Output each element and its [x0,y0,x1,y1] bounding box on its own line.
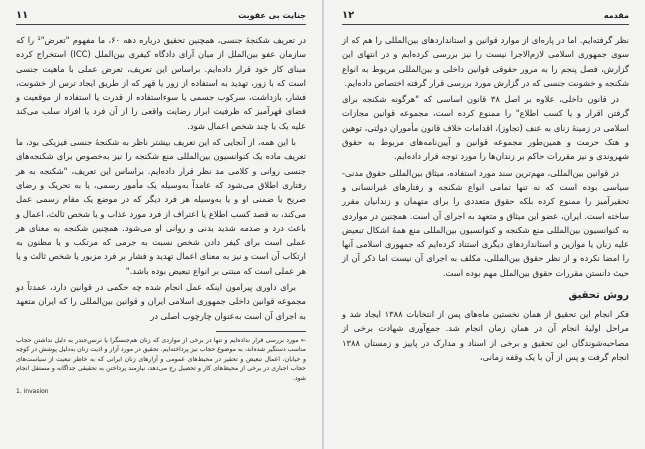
paragraph: در تعریف شکنجهٔ جنسی، همچنین تحقیق درباره دهه ۶۰، ما مفهوم "تعرض"¹ را که سازمان عفو بین‌الملل از میان آرای دادگاه کیفری بین‌الملل (ICC) استخراج کرده مبنای کار خود قرار داده‌ایم. براساس این تعریف، تعرض عملی با ماهیت جنسی است که با زور، تهدید به استفاده از زور یا قهر که از طریق ایجاد ترس از خشونت، فشار، بازداشت، سرکوب جسمی یا سوءاستفاده از قدرت یا استفاده از موقعیت و فضای قهرآمیز که ظرفیت ابراز رضایت واقعی را از آن فرد یا افراد سلب می‌کند علیه یک یا چند شخص اعمال شود. [16,35,306,131]
left-page [0,0,322,449]
footnote: ← مورد بررسی قرار نداده‌ایم و تنها در برخی از مواردی که زنان هم‌جنسگرا یا ترنس‌جندر به دلیل نداشتن حجاب مناسب دستگیر شده‌اند، به موضوع حجاب نیز پرداخته‌ایم. تحقیق در مورد آزار و اذیت زنان به‌دلیل پوشش در کوچه و خیابان، اعمال تبعیض و تحقیر در محیط‌های عمومی و آزارهای زنان ایرانی که به خاطر تبعیت از سیاست‌های حجاب اجباری در برخی از محیط‌های کار و تحصیل رخ می‌دهد، نیازمند پرداختن به تحقیقی جداگانه و مستقل انجام شود. [16,336,306,382]
footnote-latin: 1. invasion [16,388,49,396]
paragraph: در قانون داخلی، علاوه بر اصل ۳۸ قانون اساسی که "هرگونه شکنجه برای گرفتن اقرار و یا کسب اطلاع" را ممنوع کرده است، مجموعه قوانین مجازات اسلامی در زمینهٔ زنای به عنف (تجاوز)، اقدامات خلاف قانون مأموران دولتی، توهین و هتک حرمت و همین‌طور مجموعه قوانین و آیین‌نامه‌های مربوط به حقوق شهروندی و نیز مقررات حاکم بر زندان‌ها را مورد توجه قرار داده‌ایم. [342,94,629,162]
paragraph: برای داوری پیرامون اینکه عمل انجام شده چه حکمی در قوانین دارد، عمدتاً دو مجموعه قوانین داخلی جمهوری اسلامی ایران و قوانین بین‌المللی را که ایران متعهد به اجرای آن است به‌عنوان چارچوب اصلی در [16,282,306,321]
running-title: مقدمه [603,11,629,20]
paragraph: فکر انجام این تحقیق از همان نخستین ماه‌های پس از انتخابات ۱۳۸۸ ایجاد شد و مراحل اولیهٔ انجام آن در همان زمان انجام شد. جمع‌آوری شهادت برخی از مصاحبه‌شوندگان این تحقیق و برخی از اسناد و مدارک در پاییز و زمستان ۱۳۸۸ انجام گرفت و پس از آن با یک وقفه زمانی، [342,309,629,362]
right-page [324,0,645,449]
page-header [342,10,629,25]
page-number: ۱۲ [342,10,355,21]
section-heading: روش تحقیق [568,290,629,302]
page-number: ۱۱ [16,10,29,21]
page-header [16,10,306,25]
running-title: جنایت بی عقوبت [238,11,306,20]
paragraph: در قوانین بین‌المللی، مهم‌ترین سند مورد استفاده، میثاق بین‌المللی حقوق مدنی-سیاسی بوده است که نه تنها تمامی انواع شکنجه و رفتارهای غیرانسانی و تحقیرآمیز را ممنوع کرده بلکه حقوق متعددی را برای متهمان و زندانیان مقرر ساخته است. ایران، عضو این میثاق و متعهد به اجرای آن است. همچنین در مواردی به کنوانسیون بین‌المللی منع شکنجه و کنوانسیون بین‌المللی منع همهٔ اشکال تبعیض علیه زنان یا موازین و استانداردهای دیگری استناد کرده‌ایم که جمهوری اسلامی آنها را امضا نکرده و از نظر حقوق بین‌المللی، مکلف به اجرای آن نیست اما ذکر آن از حیث دانستن مقررات حقوق بین‌الملل مهم بوده است. [342,167,629,278]
paragraph: نظر گرفته‌ایم. اما در پاره‌ای از موارد قوانین و استانداردهای بین‌المللی را هم که از سوی جمهوری اسلامی لازم‌الاجرا نیست را نیز بررسی کرده‌ایم و در انتهای این گزارش، فصل پنجم را به مرور حقوقی قوانین داخلی و بین‌المللی مربوط به انواع شکنجه و خشونت جنسی که در گزارش مورد بررسی قرار گرفته اختصاص داده‌ایم. [342,35,629,88]
footnote-divider [216,331,306,332]
paragraph: با این همه، از آنجایی که این تعریف بیشتر ناظر به شکنجهٔ جنسی فیزیکی بود، ما تعریف ماده یک کنوانسیون بین‌المللی منع شکنجه را نیز به‌خصوص برای شکنجه‌های جنسی روانی و کلامی مد نظر قرار داده‌ایم. براساس این تعریف، "شکنجه به هر رفتاری اطلاق می‌شود که عامداً به‌وسیله یک مأمور رسمی، یا به تحریک و رضای صریح یا ضمنی او و یا به‌وسیله هر فرد دیگر که در موضع یک مقام رسمی عمل می‌کند، به قصد کسب اطلاع یا اعتراف از فرد مورد عذاب و یا شخص ثالث، اعمال و باعث درد و صدمه شدید بدنی و روانی او می‌شود. همچنین شکنجه به معنای هر عملی است برای کیفر دادن شخص نسبت به جرمی که مرتکب و یا مظنون به ارتکاب آن است و نیز به معنای اعمال تهدید و فشار بر فرد مزبور یا شخص ثالث و یا هر عملی است که مبتنی بر انواع تبعیض بوده باشد." [16,137,306,276]
